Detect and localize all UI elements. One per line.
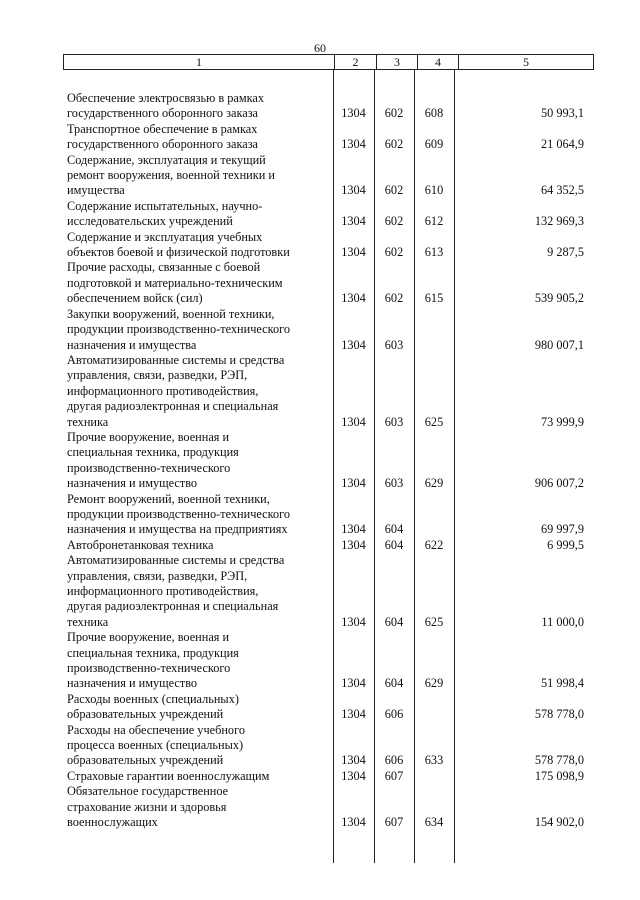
row-column-2: 1304 — [341, 522, 366, 537]
row-name-line: Автоматизированные системы и средства — [67, 553, 285, 568]
row-name-line: имущества — [67, 183, 125, 198]
row-name-line: производственно-технического — [67, 661, 231, 676]
row-name — [63, 230, 333, 261]
row-column-2: 1304 — [341, 676, 366, 691]
row-column-2: 1304 — [341, 476, 366, 491]
row-column-3: 606 — [384, 753, 404, 768]
table-row — [63, 153, 588, 199]
row-column-5: 578 778,0 — [534, 753, 584, 768]
table-row — [63, 199, 588, 230]
table-row — [63, 353, 588, 430]
row-name-line: Автоматизированные системы и средства — [67, 352, 285, 367]
row-name — [63, 199, 333, 230]
row-column-4: 615 — [424, 291, 444, 306]
column-header-3: 3 — [377, 55, 418, 70]
row-column-3: 607 — [384, 768, 404, 783]
column-header-4: 4 — [418, 55, 459, 70]
row-name-line: назначения и имущество — [67, 676, 198, 691]
row-name — [63, 630, 333, 692]
page-number: 60 — [314, 41, 326, 55]
row-column-4: 609 — [424, 137, 444, 152]
row-column-4: 612 — [424, 214, 444, 229]
column-header-row — [64, 55, 594, 70]
row-column-5: 539 905,2 — [534, 291, 584, 306]
row-name-line: образовательных учреждений — [67, 753, 224, 768]
row-column-3: 604 — [384, 522, 404, 537]
row-column-4: 610 — [424, 183, 444, 198]
row-column-5: 578 778,0 — [534, 707, 584, 722]
table-row — [63, 91, 588, 122]
row-column-4: 633 — [424, 753, 444, 768]
row-column-2: 1304 — [341, 245, 366, 260]
column-header-5: 5 — [459, 55, 594, 70]
row-column-5: 64 352,5 — [540, 183, 584, 198]
row-name — [63, 353, 333, 430]
table-row — [63, 430, 588, 492]
row-name — [63, 91, 333, 122]
table-row — [63, 692, 588, 723]
row-column-2: 1304 — [341, 768, 366, 783]
row-column-3: 606 — [384, 707, 404, 722]
row-name-line: другая радиоэлектронная и специальная — [67, 399, 279, 414]
row-column-3: 603 — [384, 414, 404, 429]
row-column-4: 625 — [424, 614, 444, 629]
row-name-line: Расходы военных (специальных) — [67, 691, 239, 706]
row-column-2: 1304 — [341, 106, 366, 121]
row-column-4: 613 — [424, 245, 444, 260]
row-name-line: производственно-технического — [67, 460, 231, 475]
table-row — [63, 769, 588, 784]
table-row — [63, 784, 588, 830]
row-name-line: Прочие вооружение, военная и — [67, 630, 230, 645]
row-name-line: Содержание и эксплуатация учебных — [67, 229, 263, 244]
row-column-2: 1304 — [341, 537, 366, 552]
row-name-line: Транспортное обеспечение в рамках — [67, 121, 258, 136]
row-column-5: 69 997,9 — [540, 522, 584, 537]
row-name-line: Обеспечение электросвязью в рамках — [67, 91, 265, 105]
row-name-line: военнослужащих — [67, 815, 158, 830]
row-name-line: информационного противодействия, — [67, 584, 259, 598]
row-column-3: 602 — [384, 137, 404, 152]
row-column-3: 603 — [384, 337, 404, 352]
row-column-4: 629 — [424, 676, 444, 691]
row-column-3: 604 — [384, 676, 404, 691]
row-name — [63, 122, 333, 153]
row-name-line: государственного оборонного заказа — [67, 137, 259, 152]
row-name-line: управления, связи, разведки, РЭП, — [67, 368, 248, 383]
row-name-line: техника — [67, 414, 109, 429]
row-name-line: Ремонт вооружений, военной техники, — [67, 491, 270, 506]
row-column-2: 1304 — [341, 753, 366, 768]
row-column-5: 50 993,1 — [540, 106, 584, 121]
row-column-2: 1304 — [341, 137, 366, 152]
row-name-line: специальная техника, продукция — [67, 645, 239, 660]
row-column-5: 9 287,5 — [547, 245, 584, 260]
row-column-5: 11 000,0 — [541, 614, 584, 629]
row-name-line: исследовательских учреждений — [67, 214, 233, 229]
table-row — [63, 630, 588, 692]
row-name-line: продукции производственно-технического — [67, 506, 291, 521]
row-column-3: 604 — [384, 537, 404, 552]
row-name-line: образовательных учреждений — [67, 707, 224, 722]
row-column-3: 602 — [384, 183, 404, 198]
row-column-5: 6 999,5 — [547, 537, 584, 552]
column-header-1: 1 — [64, 55, 335, 70]
column-header-table — [63, 54, 594, 70]
row-column-5: 21 064,9 — [540, 137, 584, 152]
table-row — [63, 492, 588, 538]
row-column-2: 1304 — [341, 614, 366, 629]
row-name — [63, 692, 333, 723]
row-name-line: Прочие расходы, связанные с боевой — [67, 260, 261, 275]
row-column-5: 980 007,1 — [534, 337, 584, 352]
row-column-3: 604 — [384, 614, 404, 629]
row-column-4: 608 — [424, 106, 444, 121]
row-name — [63, 430, 333, 492]
row-name — [63, 723, 333, 769]
row-name-line: Автобронетанковая техника — [67, 537, 214, 552]
row-column-4: 634 — [424, 815, 444, 830]
row-column-5: 73 999,9 — [540, 414, 584, 429]
row-column-5: 51 998,4 — [540, 676, 584, 691]
row-name-line: назначения и имущества — [67, 337, 197, 352]
row-name-line: другая радиоэлектронная и специальная — [67, 599, 279, 614]
row-column-2: 1304 — [341, 291, 366, 306]
row-name — [63, 153, 333, 199]
row-name-line: Содержание испытательных, научно- — [67, 198, 263, 213]
column-header-2: 2 — [335, 55, 377, 70]
row-name-line: Закупки вооружений, военной техники, — [67, 306, 275, 321]
table-row — [63, 260, 588, 306]
row-column-5: 175 098,9 — [534, 768, 584, 783]
row-name — [63, 553, 333, 630]
row-column-3: 602 — [384, 214, 404, 229]
row-name-line: Обязательное государственное — [67, 784, 229, 799]
row-name-line: специальная техника, продукция — [67, 445, 239, 460]
table-row — [63, 553, 588, 630]
row-name — [63, 307, 333, 353]
row-column-2: 1304 — [341, 707, 366, 722]
row-name-line: Прочие вооружение, военная и — [67, 429, 230, 444]
row-name — [63, 784, 333, 830]
row-column-4: 622 — [424, 537, 444, 552]
row-name-line: назначения и имущество — [67, 476, 198, 491]
row-column-2: 1304 — [341, 414, 366, 429]
row-column-5: 154 902,0 — [534, 815, 584, 830]
row-name — [63, 769, 333, 784]
row-name-line: обеспечением войск (сил) — [67, 291, 203, 306]
row-column-2: 1304 — [341, 815, 366, 830]
row-name-line: подготовкой и материально-техническим — [67, 275, 283, 290]
row-name-line: Страховые гарантии военнослужащим — [67, 768, 270, 783]
row-name-line: ремонт вооружения, военной техники и — [67, 168, 275, 183]
row-column-2: 1304 — [341, 183, 366, 198]
row-name-line: государственного оборонного заказа — [67, 106, 259, 121]
row-column-4: 629 — [424, 476, 444, 491]
row-name-line: назначения и имущества на предприятиях — [67, 522, 288, 537]
row-column-3: 602 — [384, 106, 404, 121]
row-column-3: 607 — [384, 815, 404, 830]
row-name — [63, 260, 333, 306]
table-row — [63, 307, 588, 353]
table-body — [63, 91, 588, 831]
row-column-3: 603 — [384, 476, 404, 491]
row-name-line: управления, связи, разведки, РЭП, — [67, 568, 248, 583]
row-name-line: продукции производственно-технического — [67, 322, 291, 337]
row-column-4: 625 — [424, 414, 444, 429]
table-row — [63, 538, 588, 553]
table-row — [63, 122, 588, 153]
row-name-line: процесса военных (специальных) — [67, 738, 244, 753]
row-column-2: 1304 — [341, 214, 366, 229]
row-column-3: 602 — [384, 291, 404, 306]
table-row — [63, 723, 588, 769]
row-name-line: техника — [67, 614, 109, 629]
row-column-2: 1304 — [341, 337, 366, 352]
row-name-line: страхование жизни и здоровья — [67, 799, 227, 814]
row-name-line: Расходы на обеспечение учебного — [67, 722, 245, 737]
row-column-3: 602 — [384, 245, 404, 260]
row-column-5: 132 969,3 — [534, 214, 584, 229]
row-name-line: Содержание, эксплуатация и текущий — [67, 152, 266, 167]
row-name-line: информационного противодействия, — [67, 383, 259, 398]
row-name — [63, 492, 333, 538]
row-column-5: 906 007,2 — [534, 476, 584, 491]
table-row — [63, 230, 588, 261]
row-name — [63, 538, 333, 553]
row-name-line: объектов боевой и физической подготовки — [67, 245, 290, 260]
